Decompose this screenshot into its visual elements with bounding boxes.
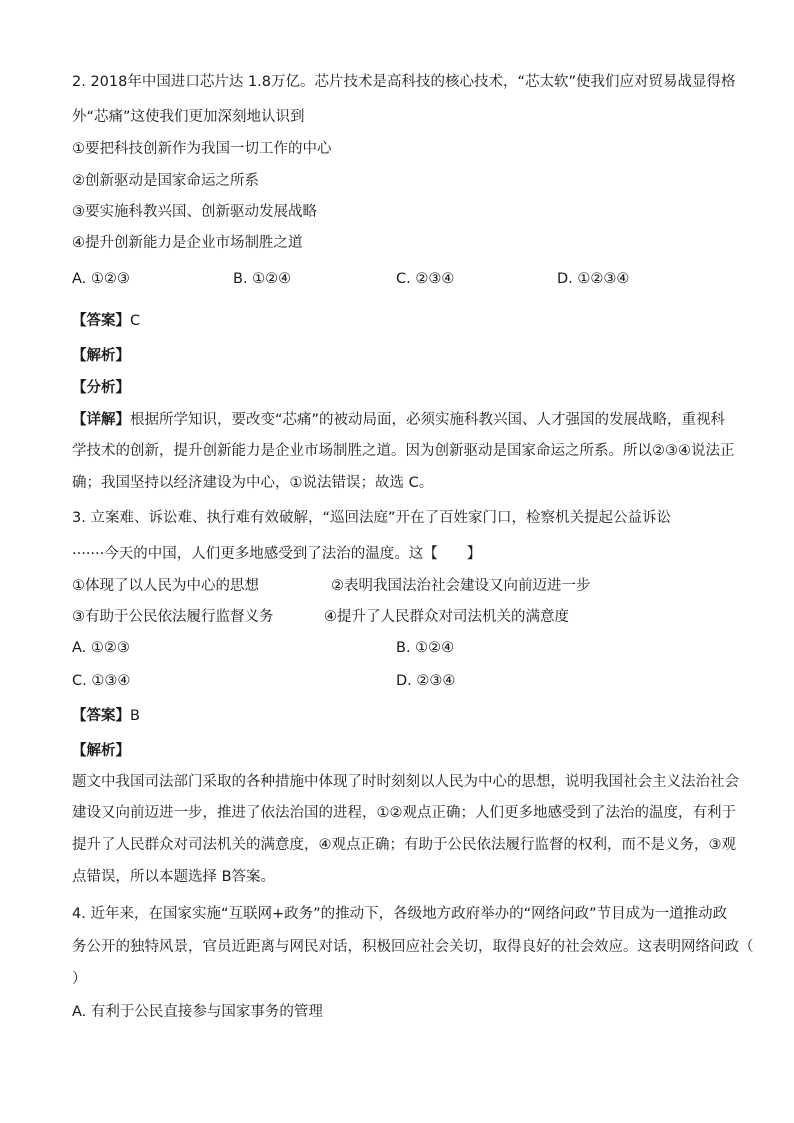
q3-stem-line-2: ·······今天的中国，人们更多地感受到了法治的温度。这【 】: [72, 546, 482, 562]
q2-item-2: ②创新驱动是国家命运之所系: [72, 173, 259, 189]
q2-stem-line-1: 2. 2018年中国进口芯片达 1.8万亿。芯片技术是高科技的核心技术，“芯太软”使我们应对贸易战显得格: [72, 74, 736, 90]
q3-item-2: ②表明我国法治社会建设又向前迈进一步: [331, 578, 591, 594]
q3-answer: [72, 706, 140, 726]
q3-option-c: C. ①③④: [72, 673, 131, 689]
q2-item-3: ③要实施科教兴国、创新驱动发展战略: [72, 204, 317, 220]
q2-option-b: B. ①②④: [233, 271, 292, 287]
q2-stem-line-2: 外“芯痛”这使我们更加深刻地认识到: [72, 109, 305, 125]
q2-detail-tag: 【详解】: [72, 412, 130, 428]
q2-item-1: ①要把科技创新作为我国一切工作的中心: [72, 141, 332, 157]
q3-analysis-line-4: 点错误，所以本题选择 B答案。: [72, 869, 276, 885]
q3-analysis-line-2: 建设又向前迈进一步，推进了依法治国的进程，①②观点正确；人们更多地感受到了法治的温度，有利于: [72, 805, 736, 821]
q3-answer-value: B: [130, 708, 140, 724]
q3-item-4: ④提升了人民群众对司法机关的满意度: [324, 609, 569, 625]
q2-answer-value: C: [130, 313, 141, 329]
q2-answer-tag: 【答案】: [72, 313, 130, 329]
q4-stem-line-3: ）: [72, 971, 87, 987]
q2-fenxi-tag: 【分析】: [72, 380, 130, 396]
q3-item-3: ③有助于公民依法履行监督义务: [72, 609, 274, 625]
q2-item-4: ④提升创新能力是企业市场制胜之道: [72, 235, 303, 251]
q3-stem-line-1: 3. 立案难、诉讼难、执行难有效破解，“巡回法庭”开在了百姓家门口，检察机关提起公益诉讼: [72, 510, 671, 526]
q3-option-d: D. ②③④: [396, 673, 456, 689]
q2-detail-line-1: [72, 410, 725, 430]
q2-detail-line-3: 确；我国坚持以经济建设为中心，①说法错误；故选 C。: [72, 475, 434, 491]
q4-option-a: A. 有利于公民直接参与国家事务的管理: [72, 1004, 323, 1020]
q3-option-a: A. ①②③: [72, 640, 130, 656]
q2-option-a: A. ①②③: [72, 271, 130, 287]
q3-analysis-line-3: 提升了人民群众对司法机关的满意度，④观点正确；有助于公民依法履行监督的权利，而不是义务，③观: [72, 837, 736, 853]
q2-detail-line-2: 学技术的创新，提升创新能力是企业市场制胜之道。因为创新驱动是国家命运之所系。所以②③④说法正: [72, 443, 735, 459]
q3-analysis-tag: 【解析】: [72, 743, 130, 759]
q3-answer-tag: 【答案】: [72, 708, 130, 724]
q4-stem-line-1: 4. 近年来，在国家实施“互联网+政务”的推动下，各级地方政府举办的“网络问政”节目成为一道推动政: [72, 906, 728, 922]
q2-option-c: C. ②③④: [396, 271, 455, 287]
q3-option-b: B. ①②④: [396, 640, 455, 656]
q2-answer: [72, 311, 140, 331]
q2-detail-text: 根据所学知识，要改变“芯痛”的被动局面，必须实施科教兴国、人才强国的发展战略，重视科: [130, 412, 726, 428]
q3-analysis-line-1: 题文中我国司法部门采取的各种措施中体现了时时刻刻以人民为中心的思想，说明我国社会主义法治社会: [72, 774, 739, 790]
q3-item-1: ①体现了以人民为中心的思想: [72, 578, 259, 594]
q4-stem-line-2: 务公开的独特风景，官员近距离与网民对话，积极回应社会关切，取得良好的社会效应。这表明网络问政（: [72, 939, 754, 955]
q2-option-d: D. ①②③④: [557, 271, 630, 287]
q2-analysis-tag: 【解析】: [72, 348, 130, 364]
